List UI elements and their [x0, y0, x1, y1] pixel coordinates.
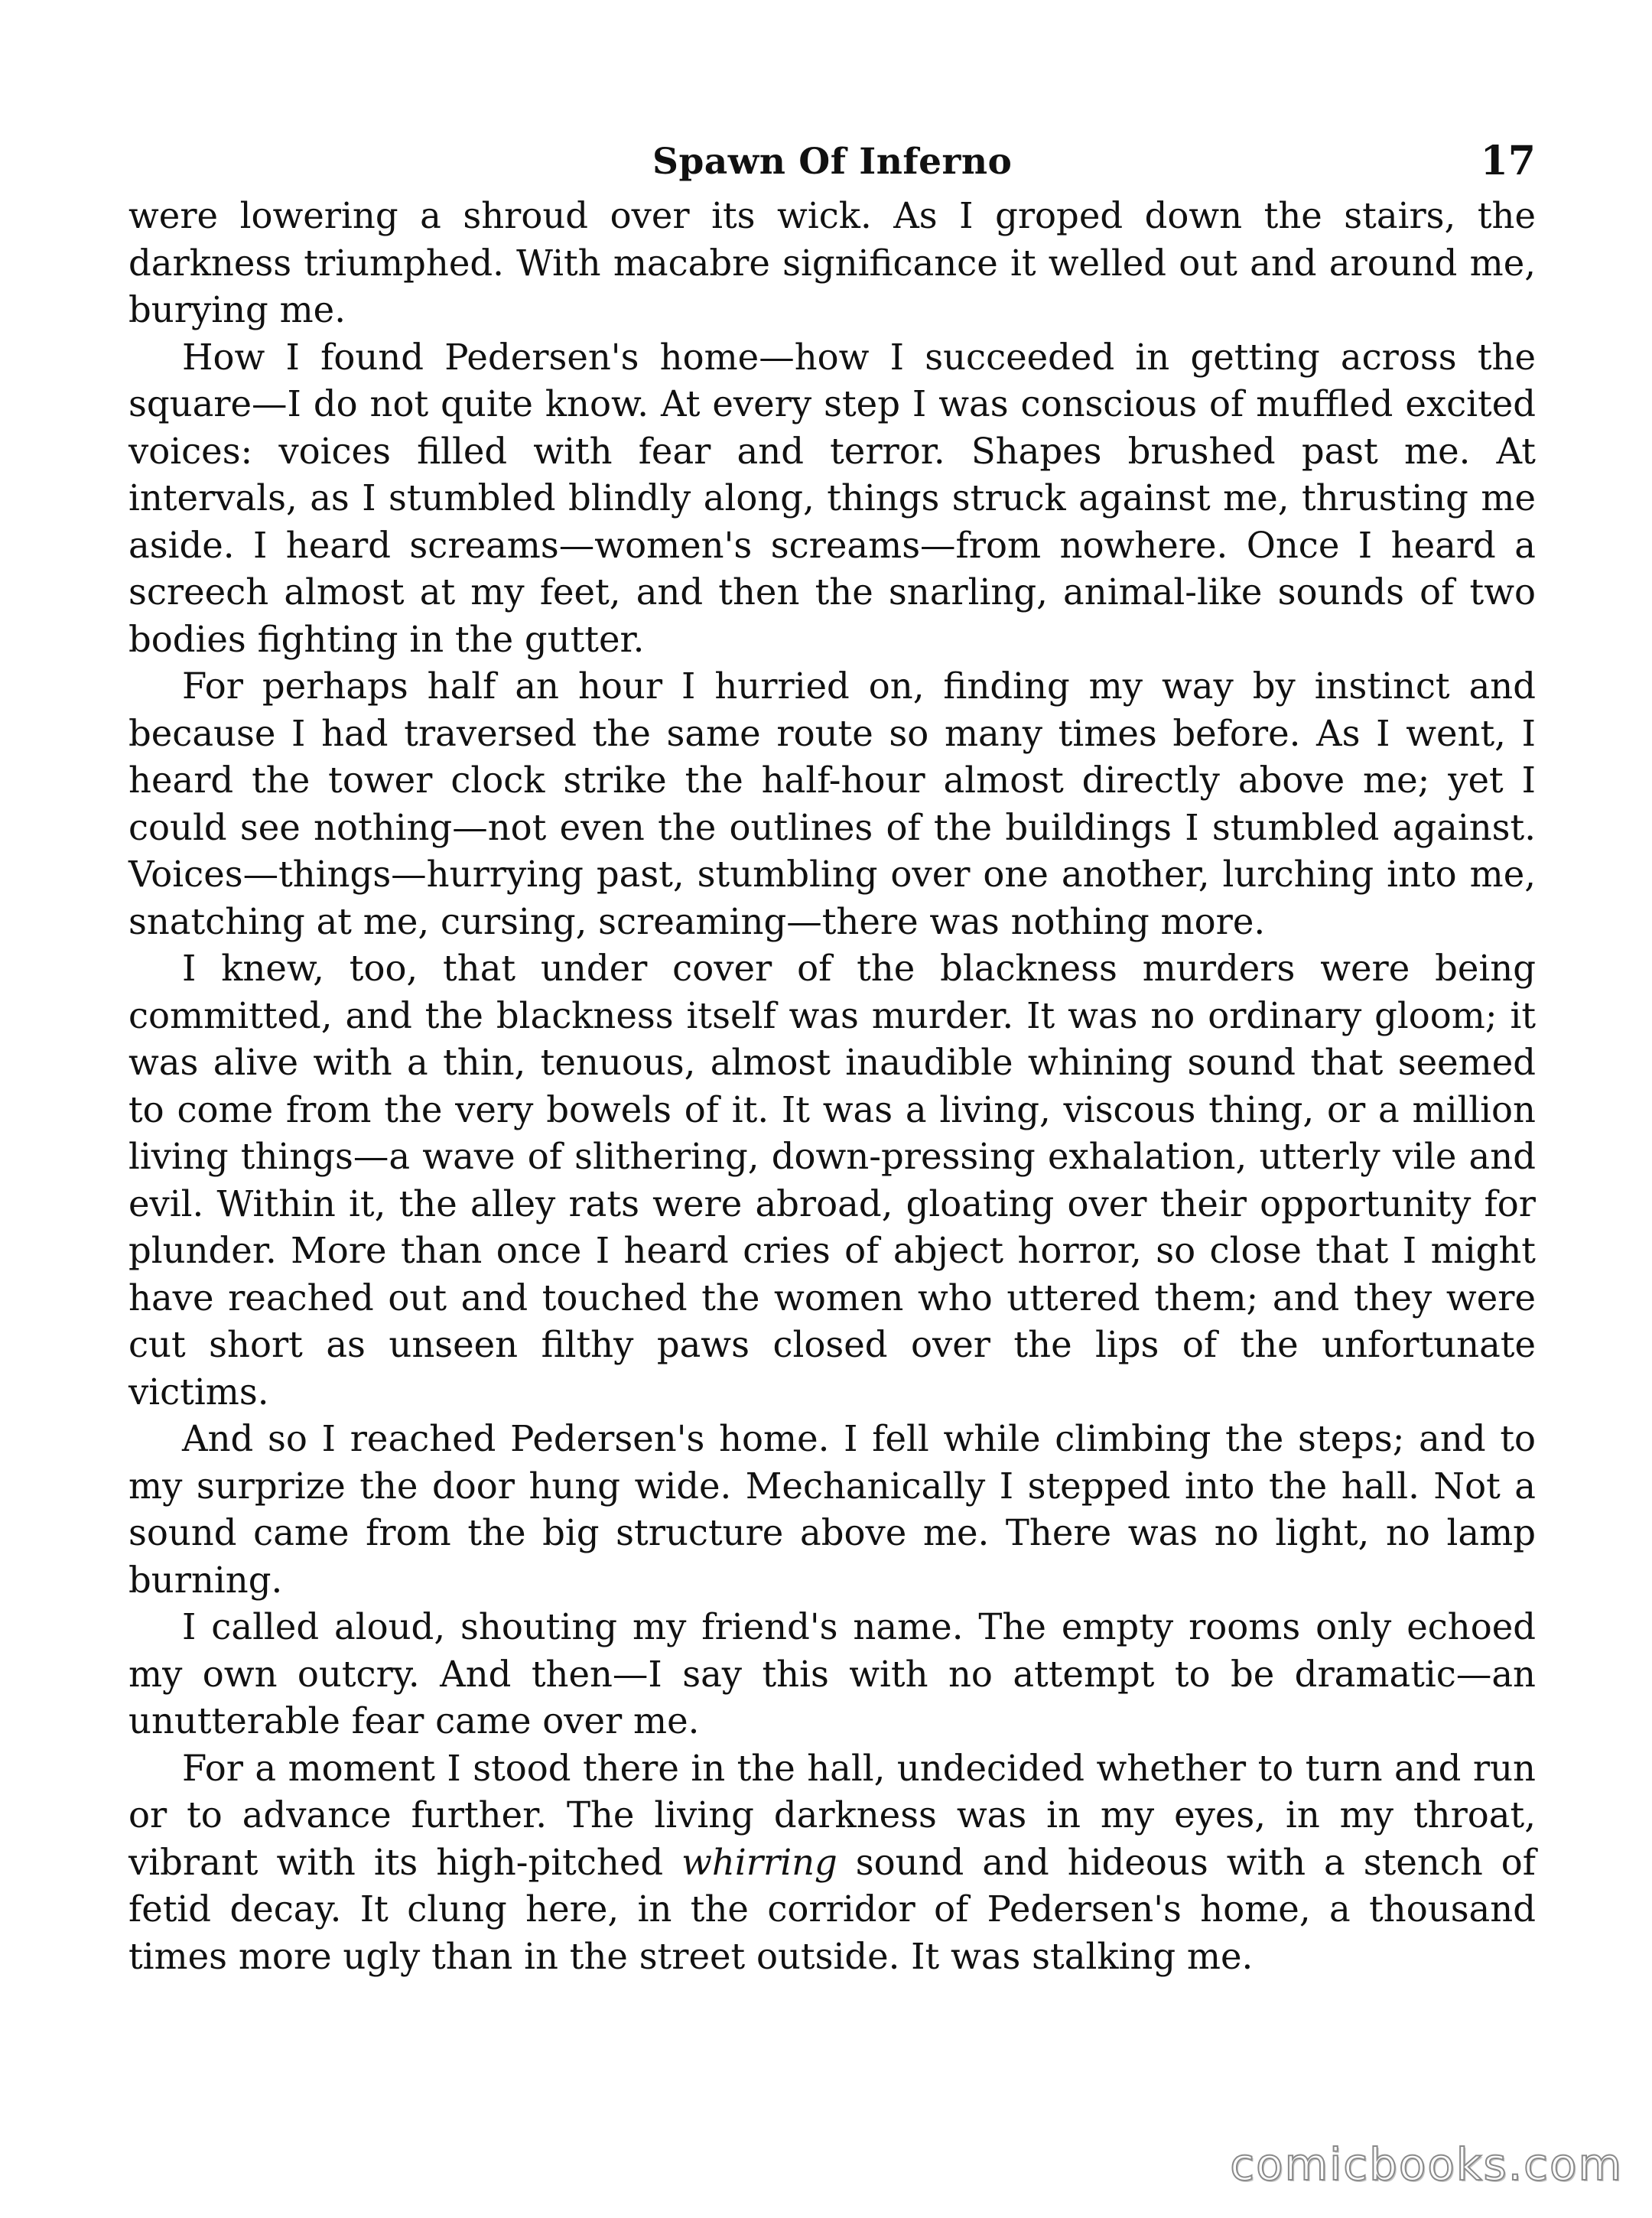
page-header — [128, 138, 1536, 193]
paragraph-1: were lowering a shroud over its wick. As I groped down the stairs, the darkness triumphed. With macabre significance it welled out and around me, burying me. — [128, 195, 1536, 330]
paragraph-7-part-1: For a moment I stood there in the hall, undecided whether to turn and run or to advance further. The living darkness was in my eyes, in my throat, vibrant with its high-pitched — [128, 1747, 1536, 1883]
paragraph-3: For perhaps half an hour I hurried on, finding my way by instinct and because I had traversed the same route so many times before. As I went, I heard the tower clock strike the half-hour almost directly above me; yet I could see nothing—not even the outlines of the buildings I stumbled against. Voices—things—hurrying past, stumbling over one another, lurching into me, snatching at me, cursing, screaming—there was nothing more. — [128, 665, 1536, 942]
paragraph-2: How I found Pedersen's home—how I succeeded in getting across the square—I do not quite know. At every step I was conscious of muffled excited voices: voices filled with fear and terror. Shapes brushed past me. At intervals, as I stumbled blindly along, things struck against me, thrusting me aside. I heard screams—women's screams—from nowhere. Once I heard a screech almost at my feet, and then the snarling, animal-like sounds of two bodies fighting in the gutter. — [128, 336, 1536, 660]
watermark-logo: comicbooks.com — [1230, 2138, 1623, 2190]
paragraph-5: And so I reached Pedersen's home. I fell while climbing the steps; and to my surprize the door hung wide. Mechanically I stepped into the hall. Not a sound came from the big structure above me. There was no light, no lamp burning. — [128, 1418, 1536, 1601]
paragraph-6: I called aloud, shouting my friend's name. The empty rooms only echoed my own outcry. And then—I say this with no attempt to be dramatic—an unutterable fear came over me. — [128, 1606, 1536, 1742]
page-number: 17 — [1480, 138, 1536, 184]
body-text — [128, 193, 1536, 1980]
paragraph-4: I knew, too, that under cover of the blackness murders were being committed, and the blackness itself was murder. It was no ordinary gloom; it was alive with a thin, tenuous, almost inaudible whining sound that seemed to come from the very bowels of it. It was a living, viscous thing, or a million living things—a wave of slithering, down-pressing exhalation, utterly vile and evil. Within it, the alley rats were abroad, gloating over their opportunity for plunder. More than once I heard cries of abject horror, so close that I might have reached out and touched the women who uttered them; and they were cut short as unseen filthy paws closed over the lips of the unfortunate victims. — [128, 948, 1536, 1413]
paragraph-7 — [128, 1745, 1536, 1981]
paragraph-7-part-2: sound and hideous with a stench of fetid decay. It clung here, in the corridor of Pedersen's home, a thousand times more ugly than in the street outside. It was stalking me. — [128, 1841, 1536, 1977]
book-page — [128, 138, 1536, 1980]
emphasis-whirring: whirring — [681, 1841, 837, 1883]
running-title: Spawn Of Inferno — [652, 141, 1013, 183]
